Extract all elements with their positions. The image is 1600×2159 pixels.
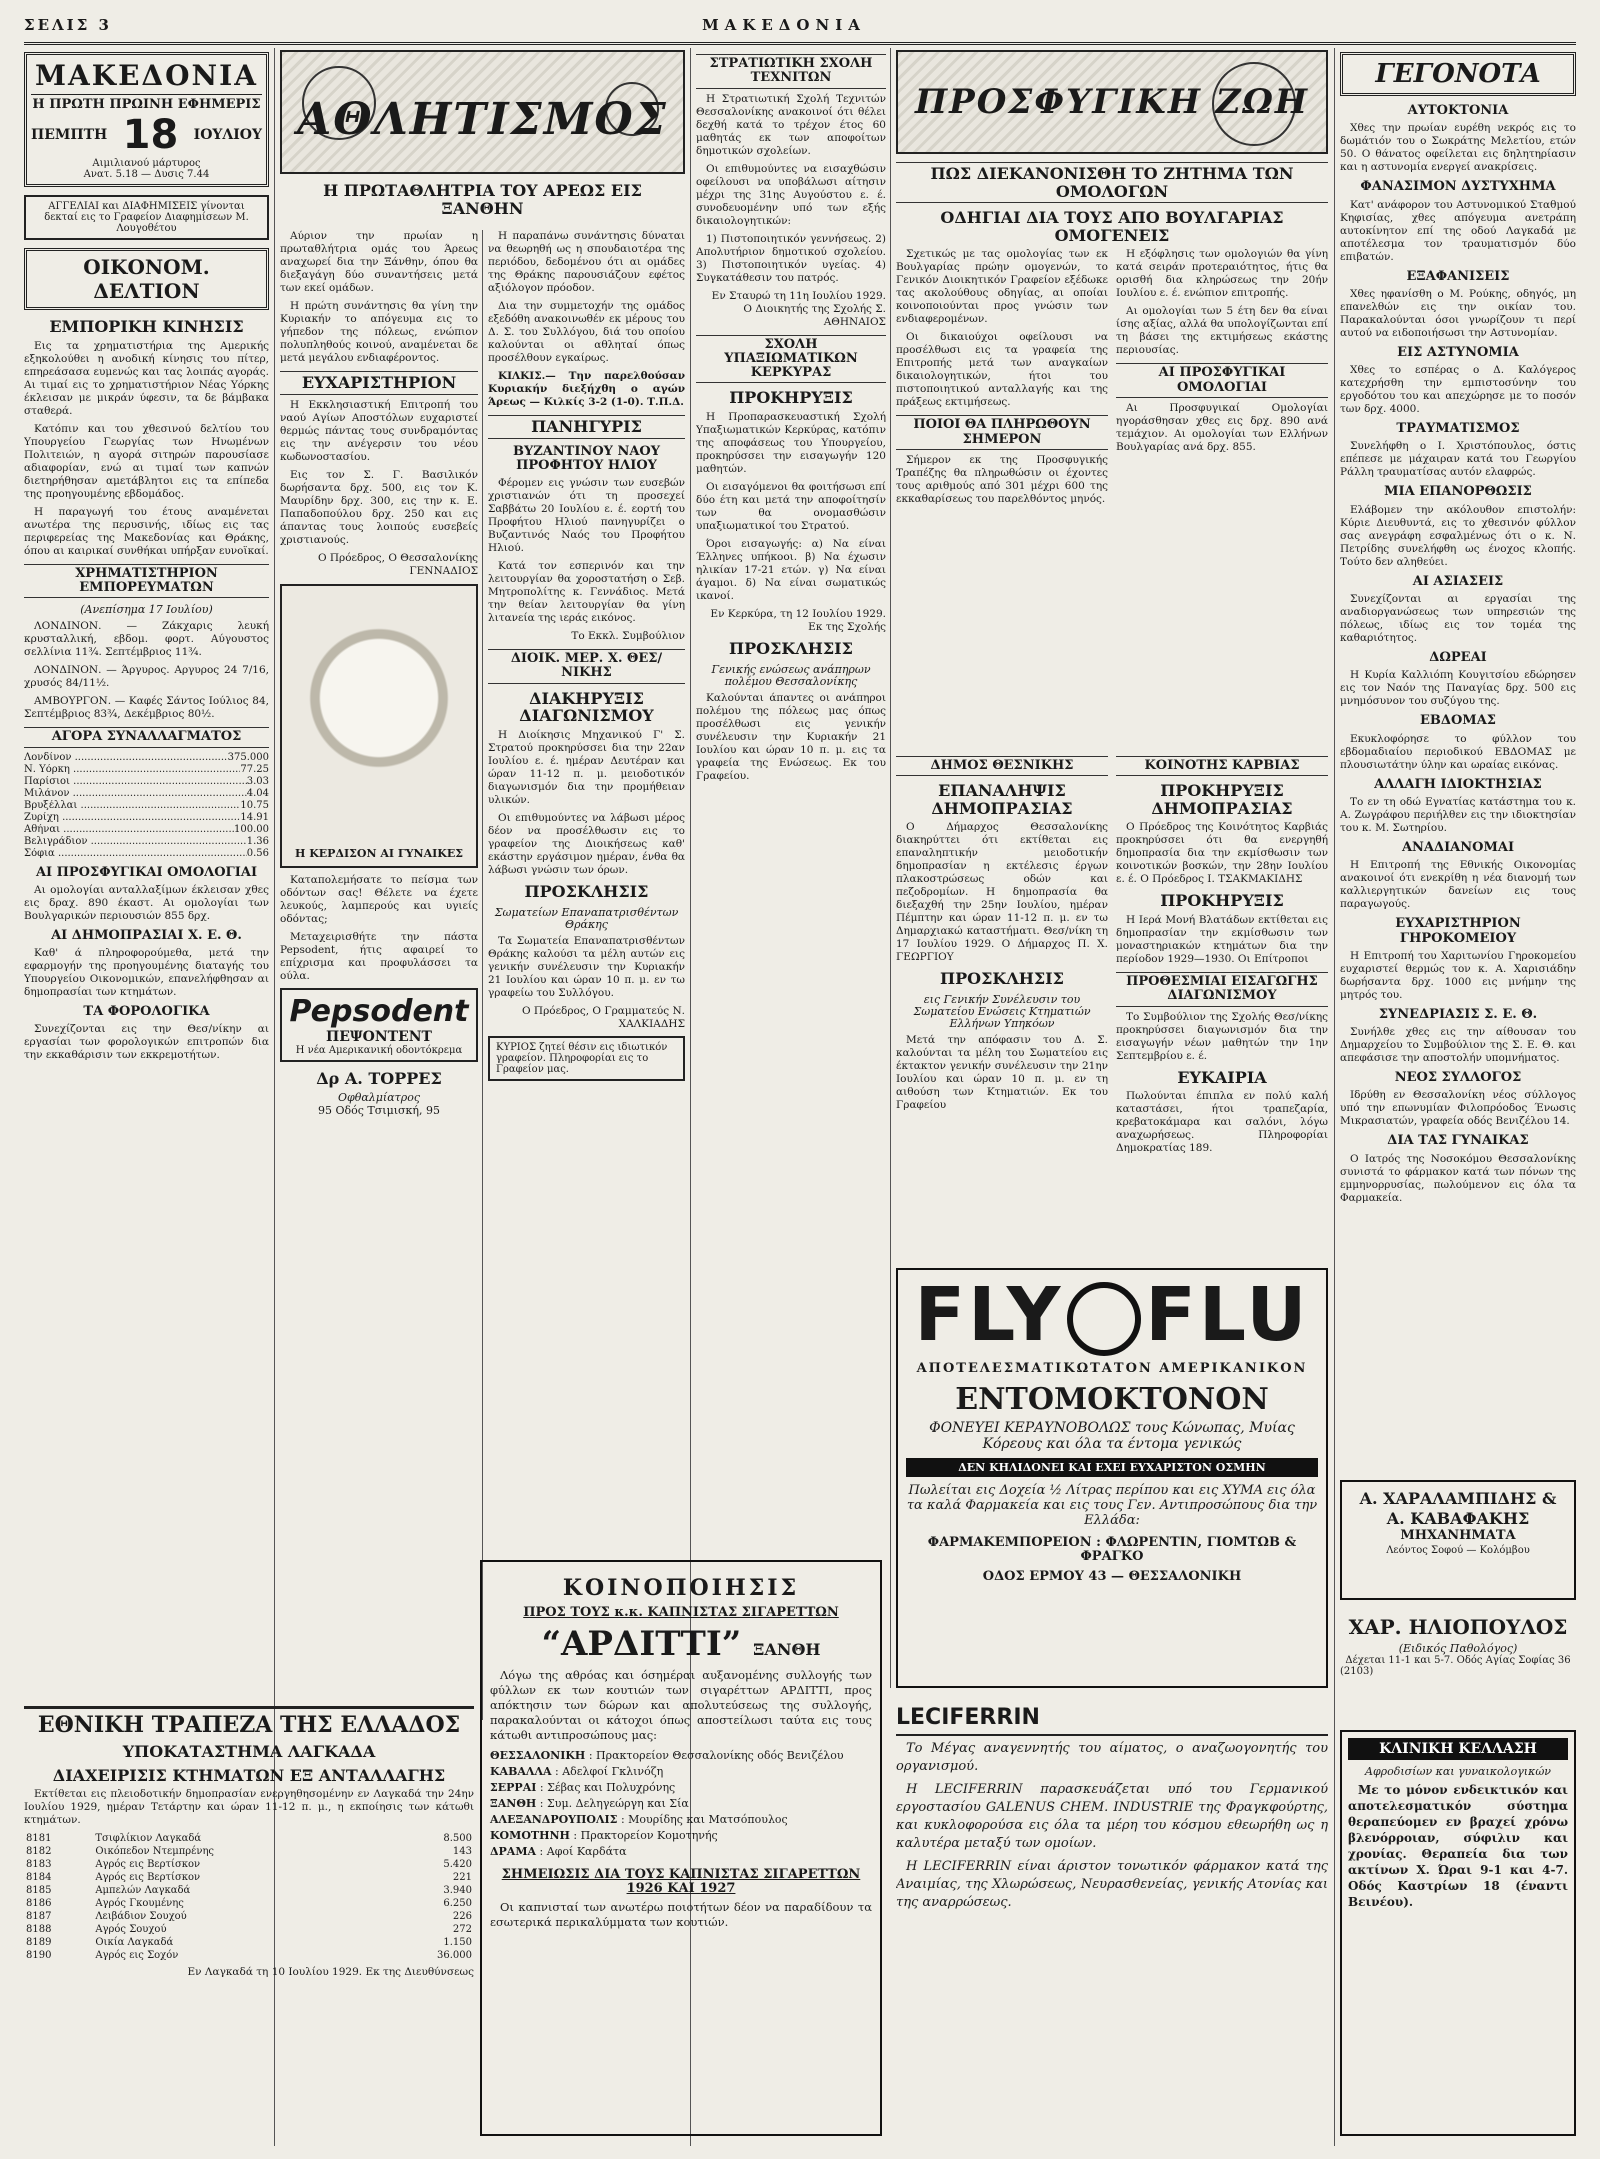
- auction-para: Η Διοίκησις Μηχανικού Γ' Σ. Στρατού προκηρύσσει δια την 22αν Ιουλίου ε. έ. ημέραν Δευτέραν και ώραν 11-12 π. μ. μειοδοτικόν διαγωνισμόν δια την προμήθειαν υλικών.: [488, 728, 685, 806]
- leciferrin-para: Η LECIFERRIN παρασκευάζεται υπό του Γερμανικού εργοστασίου GALENUS CHEM. INDUSTRIE της Φραγκφούρτης, και κυκλοφορούσα εις όλα τα μέρη του κόσμου εθεωρήθη ως η καλυτέρα μεταξύ των ομοίων.: [896, 1782, 1328, 1852]
- refugee-para: Οι δικαιούχοι οφείλουσι να προσέλθωσι εις τα γραφεία της Επιτροπής μετά των αναγκαίων δικαιολογητικών, ήτοι του πιστοποιητικού ανταλλαγής και της πράξεως εκτιμήσεως.: [896, 331, 1108, 409]
- torres-address: 95 Οδός Τσιμισκή, 95: [318, 1104, 440, 1118]
- market-row: Παρίσιοι ..... 3.03: [24, 776, 269, 788]
- auctions-para: Καθ' ά πληροφορούμεθα, μετά την εφαρμογήν της προηγουμένης διαταγής του Υπουργείου Οικονομικών, επανελήφθησαν αι δημοπρασίαι των κτημάτων.: [24, 947, 269, 999]
- assembly-title: ΠΡΟΣΚΛΗΣΙΣ: [940, 969, 1064, 989]
- athletics-banner: [280, 50, 685, 174]
- oblig-title: ΑΙ ΠΡΟΣΦΥΓΙΚΑΙ ΟΜΟΛΟΓΙΑΙ: [35, 864, 258, 880]
- arditti-brand: “ΑΡΔΙΤΤΙ” ΞΑΝΘΗ: [541, 1624, 821, 1665]
- karya-title: ΚΟΙΝΟΤΗΣ ΚΑΡΒΙΑΣ: [1116, 756, 1328, 776]
- econ-para: Κατόπιν και του χθεσινού δελτίου του Υπουργείου Γεωργίας των Ηνωμένων Πολιτειών, η αγορά σιτηρών παρουσίασε αδιαφορίαν, ενώ αι τιμαί των καπνών διετηρήθησαν αμετάβλητοι εις τα επίπεδα της προηγουμένης εβδομάδος.: [24, 422, 269, 500]
- thanks-para: Η Εκκλησιαστική Επιτροπή του ναού Αγίων Αποστόλων ευχαριστεί θερμώς πάντας τους συνδραμόντας εις την ανέγερσιν του νέου κωδωνοστασίου.: [280, 398, 478, 463]
- machinery-type: ΜΗΧΑΝΗΜΑΤΑ: [1400, 1528, 1516, 1544]
- doctor-code: (2103): [1340, 1666, 1374, 1677]
- saint-of-day: Αιμιλιανού μάρτυρος: [92, 158, 201, 169]
- machinery-address: Λεόντος Σοφού — Κολόμβου: [1386, 1545, 1530, 1557]
- bank-subject: ΔΙΑΧΕΙΡΙΣΙΣ ΚΤΗΜΑΤΩΝ ΕΞ ΑΝΤΑΛΛΑΓΗΣ: [52, 1765, 446, 1785]
- auctions-title: ΑΙ ΔΗΜΟΠΡΑΣΙΑΙ Χ. Ε. Θ.: [51, 927, 242, 943]
- weekday: ΠΕΜΠΤΗ: [31, 127, 108, 143]
- fly-emblem-icon: [1067, 1282, 1141, 1356]
- clinic-para: Με το μόνον ενδεικτικόν και αποτελεσματικόν σύστημα θεραπεύομεν εν βραχεί χρόνω βλενόρροιαν, σύφιλιν και χρονίας. Θεραπεία δια των ακτίνων Χ. Ώραι 9-1 και 4-7. Οδός Καστρίων 18 (έναντι Βεινέου).: [1348, 1783, 1568, 1910]
- soldiers-title: ΣΤΡΑΤΙΩΤΙΚΗ ΣΧΟΛΗ ΤΕΧΝΙΤΩΝ: [696, 54, 886, 89]
- column-rule: [890, 48, 891, 1688]
- refugee-para: Αι ομολογίαι των 5 έτη δεν θα είναι ίσης αξίας, αλλά θα υπολογίζωνται επί τη βάσει της εκτιμήσεως εκάστης περιουσίας.: [1116, 305, 1328, 357]
- fx-title: ΧΡΗΜΑΤΙΣΤΗΡΙΟΝ ΕΜΠΟΡΕΥΜΑΤΩΝ: [24, 564, 269, 599]
- corfu-sign: Εν Κερκύρα, τη 12 Ιουλίου 1929. Εκ της Σχολής: [710, 608, 886, 634]
- bank-title: ΕΘΝΙΚΗ ΤΡΑΠΕΖΑ ΤΗΣ ΕΛΛΑΔΟΣ: [24, 1706, 474, 1737]
- pepsodent-greek: ΠΕΨΟΝΤΕΝΤ: [326, 1028, 432, 1045]
- festival-para: Φέρομεν εις γνώσιν των ευσεβών χριστιανών ότι τη προσεχεί Σαββάτω 20 Ιουλίου ε. έ. εορτή του Προφήτου Ηλιού πανηγυρίζει ο Βυζαντινός Ναός του Προφήτου Ηλιού.: [488, 477, 685, 555]
- agents-list: [490, 1748, 872, 1860]
- refugee-head-1: ΠΩΣ ΔΙΕΚΑΝΟΝΙΣΘΗ ΤΟ ΖΗΤΗΜΑ ΤΩΝ ΟΜΟΛΟΓΩΝ: [896, 162, 1328, 203]
- refugee-bonds-para: Αι Προσφυγικαί Ομολογίαι ηγοράσθησαν χθες εις δρχ. 890 ανά τεμάχιον. Αι ομολογίαι των Ελλήνων Βουλγαρίας ανά δρχ. 855.: [1116, 401, 1328, 453]
- page-number: ΣΕΛΙΣ 3: [24, 16, 112, 34]
- column-3: [488, 230, 685, 1720]
- month: ΙΟΥΛΙΟΥ: [193, 127, 262, 143]
- refugee-banner: [896, 50, 1328, 154]
- facts-title: ΓΕΓΟΝΟΤΑ: [1340, 52, 1576, 96]
- machinery-name-2: Α. ΚΑΒΑΦΑΚΗΣ: [1386, 1508, 1530, 1528]
- agent-row: ΑΛΕΞΑΝΔΡΟΥΠΟΛΙΣ : Μουρίδης και Ματσόπουλος: [490, 1812, 788, 1826]
- agent-row: ΣΕΡΡΑΙ : Σέβας και Πολυχρόνης: [490, 1780, 676, 1794]
- flyflu-tagline: ΑΠΟΤΕΛΕΣΜΑΤΙΚΩΤΑΤΟΝ ΑΜΕΡΙΚΑΝΙΚΟΝ: [916, 1361, 1308, 1377]
- running-title: ΜΑΚΕΔΟΝΙΑ: [702, 16, 866, 34]
- column-rule: [482, 230, 483, 1720]
- soldiers-para: 1) Πιστοποιητικόν γεννήσεως. 2) Απολυτήριον δημοτικού σχολείου. 3) Πιστοποιητικόν υγείας. 4) Συγκατάθεσιν του πατρός.: [696, 232, 886, 284]
- athletics-headline: Η ΠΡΩΤΑΘΛΗΤΡΙΑ ΤΟΥ ΑΡΕΩΣ ΕΙΣ ΞΑΝΘΗΝ: [323, 181, 642, 218]
- market-row: Βελιγράδιον ..... 1.36: [24, 836, 269, 848]
- payments-title: ΠΟΙΟΙ ΘΑ ΠΛΗΡΩΘΟΥΝ ΣΗΜΕΡΟΝ: [896, 415, 1108, 450]
- table-row: 8183 Αγρός εις Βερτίσκον 5.420: [26, 1859, 472, 1871]
- agent-row: ΚΟΜΟΤΗΝΗ : Πρακτορείον Κομοτηνής: [490, 1828, 718, 1842]
- invitation-sign: Ο Πρόεδρος, Ο Γραμματεύς Ν. ΧΑΛΚΙΑΔΗΣ: [521, 1004, 685, 1030]
- monastery-para: Η Ιερά Μονή Βλατάδων εκτίθεται εις δημοπρασίαν την εκμίσθωσιν των μοναστηριακών κτημάτων δια την περίοδον 1929—1930. Οι Επίτροποι: [1116, 914, 1328, 966]
- doctor-ad: [1340, 1610, 1576, 1720]
- bank-signoff: Εν Λαγκαδά τη 10 Ιουλίου 1929. Εκ της Διευθύνσεως: [187, 1966, 474, 1979]
- top-strip: [24, 8, 1576, 45]
- torres-spec: Οφθαλμίατρος: [338, 1091, 420, 1105]
- fact-para: Συνήλθε χθες εις την αίθουσαν του Δημαρχείου το Συμβούλιον της Σ. Ε. Θ. και απεφάσισε την αποστολήν υπομνήματος.: [1340, 1026, 1576, 1065]
- fact-heading: ΕΙΣ ΑΣΤΥΝΟΜΙΑ: [1397, 344, 1519, 360]
- fact-para: Η Επιτροπή του Χαριτωνίου Γηροκομείου ευχαριστεί θερμώς τον κ. Α. Χαρισιάδην δωρήσαντα δρχ. 1000 εις μνήμην της μητρός του.: [1340, 949, 1576, 1001]
- fx-para: ΛΟΝΔΙΝΟΝ. — Ζάκχαρις λευκή κρυσταλλική, εβδομ. φορτ. Αύγουστος σελλίνια 11¾. Σεπτέμβριος 11¾.: [24, 620, 269, 659]
- opportunity-para: Πωλούνται έπιπλα εν πολύ καλή καταστάσει, ήτοι τραπεζαρία, κρεβατοκάμαρα και σαλόνι, λόγω αναχωρήσεως. Πληροφορίαι Δημοκρατίας 189.: [1116, 1090, 1328, 1155]
- bank-notice: [24, 1700, 474, 2146]
- machinery-name: Α. ΧΑΡΑΛΑΜΠΙΔΗΣ &: [1359, 1489, 1557, 1508]
- refugee-para: Σχετικώς με τας ομολογίας των εκ Βουλγαρίας πρώην ομογενών, το Γενικόν Διοικητικόν Γραφείον εξέδωκε τας ακολούθους οδηγίας, αι οποίαι κοινοποιούνται προς γνώσιν των ενδιαφερομένων.: [896, 248, 1108, 326]
- fact-heading: ΕΒΔΟΜΑΣ: [1420, 713, 1496, 729]
- fact-para: Ιδρύθη εν Θεσσαλονίκη νέος σύλλογος υπό την επωνυμίαν Φιλοπρόοδος Ένωσις Μικρασιατών, γραφεία οδός Βενιζέλου 14.: [1340, 1089, 1576, 1128]
- athletics-para: Η παραπάνω συνάντησις δύναται να θεωρηθή ως η σπουδαιοτέρα της περιόδου, δεδομένου ότι αι ομάδες της Θράκης παρουσιάζουν εφέτος αξιόλογον πρόοδον.: [488, 230, 685, 294]
- festival-para: Κατά τον εσπερινόν και την λειτουργίαν θα χοροστατήση ο Σεβ. Μητροπολίτης κ. Γεννάδιος. Μετά την θείαν λειτουργίαν θα γίνη λιτανεία της ιεράς εικόνος.: [488, 560, 685, 625]
- flyflu-address: ΟΔΟΣ ΕΡΜΟΥ 43 — ΘΕΣΣΑΛΟΝΙΚΗ: [982, 1569, 1242, 1585]
- masthead-title: ΜΑΚΕΔΟΝΙΑ: [35, 59, 258, 92]
- market-row: Ν. Υόρκη ..... 77.25: [24, 764, 269, 776]
- table-row: 8185 Αμπελών Λαγκαδά 3.940: [26, 1885, 472, 1897]
- tax-title: ΤΑ ΦΟΡΟΛΟΓΙΚΑ: [83, 1004, 210, 1020]
- corfu-subtitle: ΠΡΟΚΗΡΥΞΙΣ: [729, 388, 853, 408]
- corfu-title: ΣΧΟΛΗ ΥΠΑΞΙΩΜΑΤΙΚΩΝ ΚΕΡΚΥΡΑΣ: [696, 335, 886, 384]
- market-row: Βρυξέλλαι ..... 10.75: [24, 800, 269, 812]
- assembly-para: Μετά την απόφασιν του Δ. Σ. καλούνται τα μέλη του Σωματείου εις έκτακτον γενικήν συνέλευσιν την 21ην Ιουλίου και ώραν 10 π. μ. εν τη αιθούση των Κτηματιών. Εκ του Γραφείου: [896, 1034, 1108, 1112]
- machinery-ad: [1340, 1480, 1576, 1600]
- auction-title: ΔΙΟΙΚ. ΜΕΡ. Χ. ΘΕΣ/ΝΙΚΗΣ: [488, 649, 685, 684]
- assembly-subtitle: εις Γενικήν Συνέλευσιν του Σωματείου Ενώσεις Κτηματιών Ελλήνων Υπηκόων: [913, 993, 1091, 1031]
- fact-heading: ΔΩΡΕΑΙ: [1429, 650, 1487, 666]
- veterans-subtitle: Γενικής ενώσεως ανάπηρων πολέμου Θεσσαλονίκης: [711, 662, 871, 688]
- payments-para: Σήμερον εκ της Προσφυγικής Τραπέζης θα πληρωθώσιν οι έχοντες τους αριθμούς από 301 μέχρι 600 της εκκαθαρίσεως του παρελθόντος μηνός.: [896, 453, 1108, 505]
- table-row: 8188 Αγρός Σουχού 272: [26, 1924, 472, 1936]
- fact-para: Το εν τη οδώ Εγνατίας κατάστημα του κ. Α. Ζωγράφου περιήλθεν εις την ιδιοκτησίαν του κ. Μ. Σωτηρίου.: [1340, 795, 1576, 834]
- fx-para: ΑΜΒΟΥΡΓΟΝ. — Καφές Σάντος Ιούλιος 84, Σεπτέμβριος 83¾, Δεκέμβριος 80½.: [24, 695, 269, 721]
- table-row: 8181 Τσιφλίκιον Λαγκαδά 8.500: [26, 1833, 472, 1845]
- fact-heading: ΑΝΑΔΙΑΝΟΜΑΙ: [1401, 839, 1515, 855]
- fact-para: Εκυκλοφόρησε το φύλλον του εβδομαδιαίου περιοδικού ΕΒΔΟΜΑΣ με πλουσιωτάτην ύλην και ωραίας εικόνας.: [1340, 732, 1576, 771]
- fact-para: Συνελήφθη ο Ι. Χριστόπουλος, όστις επέπεσε με μάχαιραν κατά του Γεωργίου Ράλλη τραυματίσας αυτόν ελαφρώς.: [1340, 440, 1576, 479]
- torres-ad: [280, 1070, 478, 1118]
- thanks-signature: Ο Πρόεδρος, Ο Θεσσαλονίκης ΓΕΝΝΑΔΙΟΣ: [317, 551, 478, 577]
- municipal-subtitle: ΕΠΑΝΑΛΗΨΙΣ ΔΗΜΟΠΡΑΣΙΑΣ: [931, 781, 1073, 818]
- refugee-col-b: [1116, 248, 1328, 511]
- bank-intro: Εκτίθεται εις πλειοδοτικήν δημοπρασίαν ενεργηθησομένην εν Λαγκαδά την 24ην Ιουλίου 1929, ημέραν Τετάρτην και ώραν 11-12 π. μ., η εκποίησις των κάτωθι κτημάτων.: [24, 1788, 474, 1827]
- notice-subtitle: ΠΡΟΣ ΤΟΥΣ κ.κ. ΚΑΠΝΙΣΤΑΣ ΣΙΓΑΡΕΤΤΩΝ: [523, 1605, 839, 1621]
- school-title: ΠΡΟΘΕΣΜΙΑΙ ΕΙΣΑΓΩΓΗΣ ΔΙΑΓΩΝΙΣΜΟΥ: [1116, 972, 1328, 1007]
- econ-title: ΟΙΚΟΝΟΜ. ΔΕΛΤΙΟΝ: [24, 248, 269, 310]
- soldiers-para: Οι επιθυμούντες να εισαχθώσιν οφείλουσι να υποβάλωσι αίτησιν μέχρι της 31ης Αυγούστου ε. έ. συνοδευομένην υπό των εξής δικαιολογητικών:: [696, 162, 886, 227]
- market-row: Λονδίνον ..... 375.000: [24, 752, 269, 764]
- leciferrin-para: Το Μέγας αναγεννητής του αίματος, ο αναζωογονητής του οργανισμού.: [896, 1741, 1328, 1775]
- pepsodent-ad: [280, 988, 478, 1062]
- refugee-head-2: ΟΔΗΓΙΑΙ ΔΙΑ ΤΟΥΣ ΑΠΟ ΒΟΥΛΓΑΡΙΑΣ ΟΜΟΓΕΝΕΙΣ: [940, 208, 1284, 245]
- doctor-name: ΧΑΡ. ΗΛΙΟΠΟΥΛΟΣ: [1348, 1615, 1568, 1639]
- column-rule: [1334, 48, 1335, 2146]
- flyflu-agent: ΦΑΡΜΑΚΕΜΠΟΡΕΙΟΝ : ΦΛΩΡΕΝΤΙΝ, ΓΙΟΜΤΩΒ & ΦΡΑΓΚΟ: [927, 1534, 1297, 1565]
- market-row: Σόφια ..... 0.56: [24, 848, 269, 860]
- facts-column: [1340, 48, 1576, 1468]
- table-row: 8186 Αγρός Γκουμένης 6.250: [26, 1898, 472, 1910]
- athletics-para: Αύριον την πρωίαν η πρωταθλήτρια ομάς του Άρεως αναχωρεί δια την Ξάνθην, όπου θα διεξαγάγη δύο συναντήσεις μετά των εκεί ομάδων.: [280, 230, 478, 294]
- soldiers-para: Η Στρατιωτική Σχολή Τεχνιτών Θεσσαλονίκης ανακοινοί ότι θέλει δεχθή κατά το τρέχον έτος 60 μαθητάς εκ των αποφοίτων δημοτικών σχολείων.: [696, 92, 886, 157]
- corfu-para: Οι εισαγόμενοι θα φοιτήσωσι επί δύο έτη και μετά την αποφοίτησίν των θα ονομασθώσιν υπαξιωματικοί του Στρατού.: [696, 481, 886, 533]
- agent-row: ΘΕΣΣΑΛΟΝΙΚΗ : Πρακτορείον Θεσσαλονίκης οδός Βενιζέλου: [490, 1748, 844, 1762]
- fx-note: (Ανεπίσημα 17 Ιουλίου): [80, 603, 213, 617]
- table-row: 8184 Αγρός εις Βερτίσκον 221: [26, 1872, 472, 1884]
- corfu-para: Η Προπαρασκευαστική Σχολή Υπαξιωματικών Κερκύρας, κατόπιν της αποφάσεως του Υπουργείου, προκηρύσσει την εισαγωγήν 120 μαθητών.: [696, 411, 886, 476]
- municipal-title: ΔΗΜΟΣ ΘΕΣΝΙΚΗΣ: [896, 756, 1108, 776]
- fact-para: Η Κυρία Καλλιόπη Κουγιτσίου εδώρησεν εις τον Ναόν της Παναγίας δρχ. 500 εις μνημόσυνον του συζύγου της.: [1340, 669, 1576, 708]
- fact-para: Η Επιτροπή της Εθνικής Οικονομίας ανακοινοί ότι ενεκρίθη η νέα διανομή των καλλιεργητικών δανείων εις τους παραγωγούς.: [1340, 859, 1576, 911]
- fact-heading: ΝΕΟΣ ΣΥΛΛΟΓΟΣ: [1394, 1070, 1522, 1086]
- clinic-ad: [1340, 1730, 1576, 2136]
- veterans-title: ΠΡΟΣΚΛΗΣΙΣ: [729, 639, 853, 659]
- doctor-hours: Δέχεται 11-1 και 5-7. Οδός Αγίας Σοφίας 36: [1345, 1655, 1571, 1666]
- econ-subtitle: ΕΜΠΟΡΙΚΗ ΚΙΝΗΣΙΣ: [49, 317, 244, 336]
- flyflu-line: Κόρεους και όλα τα έντομα γενικώς: [982, 1435, 1242, 1452]
- flyflu-product: ΕΝΤΟΜΟΚΤΟΝΟΝ: [955, 1381, 1269, 1417]
- leciferrin-ad: [896, 1700, 1328, 2144]
- fact-para: Ελάβομεν την ακόλουθον επιστολήν: Κύριε Διευθυντά, εις το χθεσινόν φύλλον σας ανεγράφη εσφαλμένως ότι ο κ. Ν. Πετρίδης συνελήφθη ως ένοχος κλοπής. Τούτο δεν αληθεύει.: [1340, 503, 1576, 568]
- tax-para: Συνεχίζονται εις την Θεσ/νίκην αι εργασίαι των φορολογικών επιτροπών δια την εκκαθάρισιν των εκκρεμοτήτων.: [24, 1023, 269, 1062]
- smokers-note-title: ΣΗΜΕΙΩΣΙΣ ΔΙΑ ΤΟΥΣ ΚΑΠΝΙΣΤΑΣ ΣΙΓΑΡΕΤΤΩΝ 1926 ΚΑΙ 1927: [501, 1866, 861, 1897]
- veterans-para: Καλούνται άπαντες οι ανάπηροι πολέμου της πόλεως μας όπως προσέλθωσι εις γενικήν συνέλευσιν την Κυριακήν 21 Ιουλίου και ώραν 10 π. μ. εις τα γραφεία της Ενώσεως. Εκ του Γραφείου.: [696, 691, 886, 782]
- flyflu-line: ΦΟΝΕΥΕΙ ΚΕΡΑΥΝΟΒΟΛΩΣ τους Κώνωπας, Μυίας: [929, 1419, 1295, 1436]
- fact-heading: ΑΙ ΑΣΙΑΣΕΙΣ: [1412, 573, 1504, 589]
- leciferrin-title: LECIFERRIN: [896, 1706, 1328, 1736]
- karya-subtitle: ΠΡΟΚΗΡΥΞΙΣ ΔΗΜΟΠΡΑΣΙΑΣ: [1151, 781, 1293, 818]
- masthead: [24, 52, 269, 187]
- invitation-para: Τα Σωματεία Επαναπατρισθέντων Θράκης καλούσι τα μέλη αυτών εις γενικήν συνέλευσιν την Κυριακήν 21 Ιουλίου και ώραν 10 π. μ. εν τω γραφείω του Συλλόγου.: [488, 934, 685, 999]
- flyflu-line: Πωλείται εις Δοχεία ½ Λίτρας περίπου και εις ΧΥΜΑ εις όλα τα καλά Φαρμακεία και εις τους Γεν. Αντιπροσώπους δια την Ελλάδα:: [906, 1482, 1318, 1528]
- column-4: [696, 48, 886, 1538]
- arditti-notice: [480, 1560, 882, 2136]
- property-table: [24, 1832, 474, 1962]
- fact-heading: ΑΛΛΑΓΗ ΙΔΙΟΚΤΗΣΙΑΣ: [1374, 776, 1542, 792]
- festival-title: ΠΑΝΗΓΥΡΙΣ: [488, 415, 685, 439]
- toothpaste-para: Καταπολεμήσατε το πείσμα των οδόντων σας! Θέλετε να έχετε λευκούς, λαμπερούς και υγιείς οδόντας;: [280, 873, 478, 925]
- municipal-column: [896, 750, 1108, 1260]
- oblig-para: Αι ομολογίαι ανταλλαξίμων έκλεισαν χθες εις δραχ. 890 έκαστ. Αι ομολογίαι των Βουλγαρικών περιουσιών 855 δρχ.: [24, 883, 269, 922]
- smokers-note: Οι καπνισταί των ανωτέρω ποιοτήτων δέον να παραδίδουν τα εσωτερικά περικαλύμματα των κουτιών.: [490, 1900, 872, 1930]
- fact-heading: ΣΥΝΕΔΡΙΑΣΙΣ Σ. Ε. Θ.: [1378, 1006, 1538, 1022]
- table-row: 8189 Οικία Λαγκαδά 1.150: [26, 1937, 472, 1949]
- thanks-para: Εις τον Σ. Γ. Βασιλικόν δωρήσαντα δρχ. 500, εις τον Κ. Μαυρίδην δρχ. 300, εις την κ. Ε. Παπαδοπούλου δρχ. 250 και εις άπαντας τους λοιπούς ευσεβείς χριστιανούς.: [280, 468, 478, 546]
- table-row: 8190 Αγρός εις Σοχόν 36.000: [26, 1950, 472, 1962]
- agent-row: ΚΑΒΑΛΛΑ : Αδελφοί Γκλινόζη: [490, 1764, 664, 1778]
- fact-heading: ΔΙΑ ΤΑΣ ΓΥΝΑΙΚΑΣ: [1387, 1133, 1529, 1149]
- fact-heading: ΑΥΤΟΚΤΟΝΙΑ: [1407, 103, 1509, 118]
- flyflu-logo: FLY FLU: [914, 1272, 1310, 1358]
- corfu-para: Όροι εισαγωγής: α) Να είναι Έλληνες υπήκοοι. β) Να έχωσιν ηλικίαν 17-21 ετών. γ) Να είναι άγαμοι. δ) Να είναι σωματικώς ικανοί.: [696, 538, 886, 603]
- classified-ad: ΚΥΡΙΟΣ ζητεί θέσιν εις ιδιωτικόν γραφείον. Πληροφορίαι εις το Γραφείον μας.: [488, 1036, 685, 1081]
- flyflu-bar: ΔΕΝ ΚΗΛΙΔΟΝΕΙ ΚΑΙ ΕΧΕΙ ΕΥΧΑΡΙΣΤΟΝ ΟΣΜΗΝ: [906, 1458, 1318, 1477]
- market-row: Ζυρίχη ..... 14.91: [24, 812, 269, 824]
- ads-notice: ΑΓΓΕΛΙΑΙ και ΔΙΑΦΗΜΙΣΕΙΣ γίνονται δεκταί εις το Γραφείον Διαφημίσεων Μ. Λουγοθέτου: [24, 195, 269, 240]
- masthead-subtitle: Η ΠΡΩΤΗ ΠΡΩΙΝΗ ΕΦΗΜΕΡΙΣ: [31, 94, 262, 112]
- notice-para: Λόγω της αθρόας και όσημέραι αυξανομένης συλλογής των φύλλων εκ των κουτιών των σιγαρέττων ΑΡΔΙΤΤΙ, προς απόκτησιν των δώρων και απολυτεύσεως της συλλογής, παρακαλούνται οι κάτοχοι όπως αποστείλωσι ταύτα εις τους κάτωθι αντιπροσώπους μας:: [490, 1667, 872, 1742]
- table-row: 8187 Λειβάδιον Σουχού 226: [26, 1911, 472, 1923]
- refugee-body: [896, 248, 1328, 511]
- clinic-subtitle: Αφροδισίων και γυναικολογικών: [1365, 1765, 1551, 1778]
- fact-para: Κατ' ανάφορον του Αστυνομικού Σταθμού Κηφισίας, χθες απόγευμα ανετράπη αυτοκίνητον επί της οδού Λαγκαδά με αποτέλεσμα τον τραυματισμόν δύο επιβατών.: [1340, 198, 1576, 263]
- sun-times: Ανατ. 5.18 — Δυσις 7.44: [83, 169, 210, 180]
- school-para: Το Συμβούλιον της Σχολής Θεσ/νίκης προκηρύσσει διαγωνισμόν δια την εισαγωγήν νέων μαθητών την 1ην Σεπτεμβρίου ε. έ.: [1116, 1010, 1328, 1062]
- market-row: Αθήναι ..... 100.00: [24, 824, 269, 836]
- market-title: ΑΓΟΡΑ ΣΥΝΑΛΛΑΓΜΑΤΟΣ: [24, 727, 269, 747]
- thanks-title: ΕΥΧΑΡΙΣΤΗΡΙΟΝ: [280, 371, 478, 395]
- fact-para: Χθες την πρωίαν ευρέθη νεκρός εις το δωμάτιόν του ο Σωκράτης Μελετίου, ετών 50. Ο θάνατος οφείλεται εις δηλητηρίασιν και η αστυνομία ενεργεί ανακρίσεις.: [1340, 122, 1576, 174]
- karya-para: Ο Πρόεδρος της Κοινότητος Καρβιάς προκηρύσσει ότι θα ενεργηθή δημοπρασία δια την εκμίσθωσιν των κοινοτικών βοσκών, την 28ην Ιουλίου ε. έ. Ο Πρόεδρος Ι. ΤΣΑΚΜΑΚΙΔΗΣ: [1116, 821, 1328, 886]
- portrait-caption: Η ΚΕΡΔΙΣΟΝ ΑΙ ΓΥΝΑΙΚΕΣ: [295, 846, 463, 860]
- date-block: [31, 112, 262, 158]
- clinic-title: ΚΛΙΝΙΚΗ ΚΕΛΛΑΣΗ: [1348, 1738, 1568, 1760]
- festival-sign: Το Εκκλ. Συμβούλιον: [571, 630, 685, 643]
- econ-para: Εις τα χρηματιστήρια της Αμερικής εξηκολούθει η ανοδική κίνησις του πίτερ, επηρεάσασα ευμενώς και τας λοιπάς αγοράς. Αι τιμαί εις το χρηματιστήριον Νέας Υόρκης έκλεισαν με μικράν ύφεσιν, τα δε βάμβακα σταθερά.: [24, 339, 269, 417]
- refugee-bonds-title: ΑΙ ΠΡΟΣΦΥΓΙΚΑΙ ΟΜΟΛΟΓΙΑΙ: [1116, 363, 1328, 398]
- auction-para: Οι επιθυμούντες να λάβωσι μέρος δέον να προσέλθωσιν εις το γραφείον της Διοικήσεως καθ' εκάστην εργάσιμον ημέραν, ένθα θα λάβωσι γνώσιν των όρων.: [488, 811, 685, 876]
- fact-para: Χθες ηφανίσθη ο Μ. Ρούκης, οδηγός, μη επανελθών εις την οικίαν του. Παρακαλούνται όσοι γνωρίζουν τι περί αυτού να ειδοποιήσωσι την Αστυνομίαν.: [1340, 287, 1576, 339]
- toothpaste-para: Μεταχειρισθήτε την πάστα Pepsodent, ήτις αφαιρεί το επίχρισμα και προφυλάσσει τα ούλα.: [280, 930, 478, 982]
- doctor-spec: (Ειδικός Παθολόγος): [1398, 1642, 1518, 1655]
- pepsodent-note: Η νέα Αμερικανική οδοντόκρεμα: [295, 1044, 463, 1056]
- fact-para: Ο Ιατρός της Νοσοκόμου Θεσσαλονίκης συνιστά το φάρμακον κατά των πόνων της εμμηνορρυσίας, πωλούμενον εις όλα τα Φαρμακεία.: [1340, 1152, 1576, 1204]
- agent-row: ΞΑΝΘΗ : Συμ. Δεληγεώργη και Σία: [490, 1796, 689, 1810]
- fact-heading: ΤΡΑΥΜΑΤΙΣΜΟΣ: [1396, 421, 1520, 437]
- refugee-col-a: [896, 248, 1108, 511]
- fact-heading: ΜΙΑ ΕΠΑΝΟΡΘΩΣΙΣ: [1384, 484, 1532, 500]
- fact-heading: ΕΞΑΦΑΝΙΣΕΙΣ: [1406, 268, 1510, 284]
- day-number: 18: [122, 112, 179, 158]
- torres-name: Δρ Α. ΤΟΡΡΕΣ: [316, 1068, 442, 1088]
- athletics-banner-title: ΑΘΛΗΤΙΣΜΟΣ: [297, 94, 668, 145]
- festival-subtitle: ΒΥΖΑΝΤΙΝΟΥ ΝΑΟΥ ΠΡΟΦΗΤΟΥ ΗΛΙΟΥ: [512, 443, 661, 473]
- soldiers-sign: Εν Σταυρώ τη 11η Ιουλίου 1929. Ο Διοικητής της Σχολής Σ. ΑΘΗΝΑΙΟΣ: [711, 289, 886, 328]
- athletics-result: ΚΙΛΚΙΣ.— Την παρελθούσαν Κυριακήν διεξήχθη ο αγών Άρεως — Κιλκίς 3-2 (1-0). Τ.Π.Δ.: [488, 370, 685, 408]
- karya-column: [1116, 750, 1328, 1260]
- market-list: [24, 752, 269, 860]
- flyflu-ad: [896, 1268, 1328, 1688]
- econ-para: Η παραγωγή του έτους αναμένεται ανωτέρα της περυσινής, ιδίως εις τας περιφερείας της Μακεδονίας και Θράκης, όπου αι καιρικαί συνθήκαι υπήρξαν ευνοϊκαί.: [24, 505, 269, 557]
- athletics-para: Δια την συμμετοχήν της ομάδος εξεδόθη ανακοινωθέν εκ μέρους του Δ. Σ. του Συλλόγου, διά του οποίου καλούνται οι αθληταί όπως προσέλθουν εγκαίρως.: [488, 300, 685, 364]
- refugee-banner-title: ΠΡΟΣΦΥΓΙΚΗ ΖΩΗ: [915, 82, 1309, 122]
- invitation-title: ΠΡΟΣΚΛΗΣΙΣ: [524, 881, 649, 901]
- fact-heading: ΕΥΧΑΡΙΣΤΗΡΙΟΝ ΓΗΡΟΚΟΜΕΙΟΥ: [1395, 916, 1521, 946]
- notice-title: ΚΟΙΝΟΠΟΙΗΣΙΣ: [562, 1575, 800, 1601]
- market-row: Μιλάνον ..... 4.04: [24, 788, 269, 800]
- woman-portrait-illustration: [280, 584, 478, 868]
- municipal-para: Ο Δήμαρχος Θεσσαλονίκης διακηρύττει ότι εκτίθεται εις επαναληπτικήν μειοδοτικήν δημοπρασίαν η εκτέλεσις έργων πλακοστρώσεως οδών και πεζοδρομίων. Η δημοπρασία θα διεξαχθή την 25ην Ιουλίου, ημέραν Πέμπτην και ώραν 11-12 π. μ. εν τω Δημαρχιακώ καταστήματι. Θεσ/νίκη τη 17 Ιουλίου 1929. Ο Δήμαρχος Π. Χ. ΓΕΩΡΓΙΟΥ: [896, 821, 1108, 964]
- table-row: 8182 Οικόπεδον Ντεμπρένης 143: [26, 1846, 472, 1858]
- fx-para: ΛΟΝΔΙΝΟΝ. — Άργυρος. Αργυρος 24 7/16, χρυσός 84/11½.: [24, 664, 269, 690]
- agent-row: ΔΡΑΜΑ : Αφοί Καρδάτα: [490, 1844, 627, 1858]
- auction-subtitle: ΔΙΑΚΗΡΥΞΙΣ ΔΙΑΓΩΝΙΣΜΟΥ: [519, 688, 654, 726]
- fact-para: Συνεχίζονται αι εργασίαι της αναδιοργανώσεως των υπηρεσιών της πόλεως, ιδίως εις τον τομέα της καθαριότητος.: [1340, 593, 1576, 645]
- monastery-title: ΠΡΟΚΗΡΥΞΙΣ: [1160, 891, 1284, 911]
- fact-heading: ΦΑΝΑΣΙΜΟΝ ΔΥΣΤΥΧΗΜΑ: [1360, 179, 1556, 195]
- athletics-para: Η πρώτη συνάντησις θα γίνη την Κυριακήν το απόγευμα εις το γήπεδον της πόλεως, ενώπιον πολυπληθούς κοινού, αναμένεται δε μετά μεγάλου ενδιαφέροντος.: [280, 300, 478, 364]
- leciferrin-para: Η LECIFERRIN είναι άριστον τονωτικόν φάρμακον κατά της Αναιμίας, της Χλωρώσεως, Νευρασθενείας, γενικής Ατονίας και της αναρρώσεως.: [896, 1859, 1328, 1911]
- fact-para: Χθες το εσπέρας ο Δ. Καλόγερος κατεχρήσθη την εμπιστοσύνην του εργοδότου του και απεχώρησε με το ποσόν των δρχ. 4000.: [1340, 364, 1576, 416]
- refugee-para: Η εξόφλησις των ομολογιών θα γίνη κατά σειράν προτεραιότητος, ήτις θα ορισθή δια κληρώσεως την 20ήν Ιουλίου ε. έ. ενώπιον επιτροπής.: [1116, 248, 1328, 300]
- opportunity-title: ΕΥΚΑΙΡΙΑ: [1177, 1067, 1267, 1087]
- bank-branch: ΥΠΟΚΑΤΑΣΤΗΜΑ ΛΑΓΚΑΔΑ: [122, 1742, 376, 1762]
- pepsodent-logo: Pepsodent: [289, 993, 469, 1029]
- invitation-subtitle: Σωματείων Επαναπατρισθέντων Θράκης: [494, 905, 679, 931]
